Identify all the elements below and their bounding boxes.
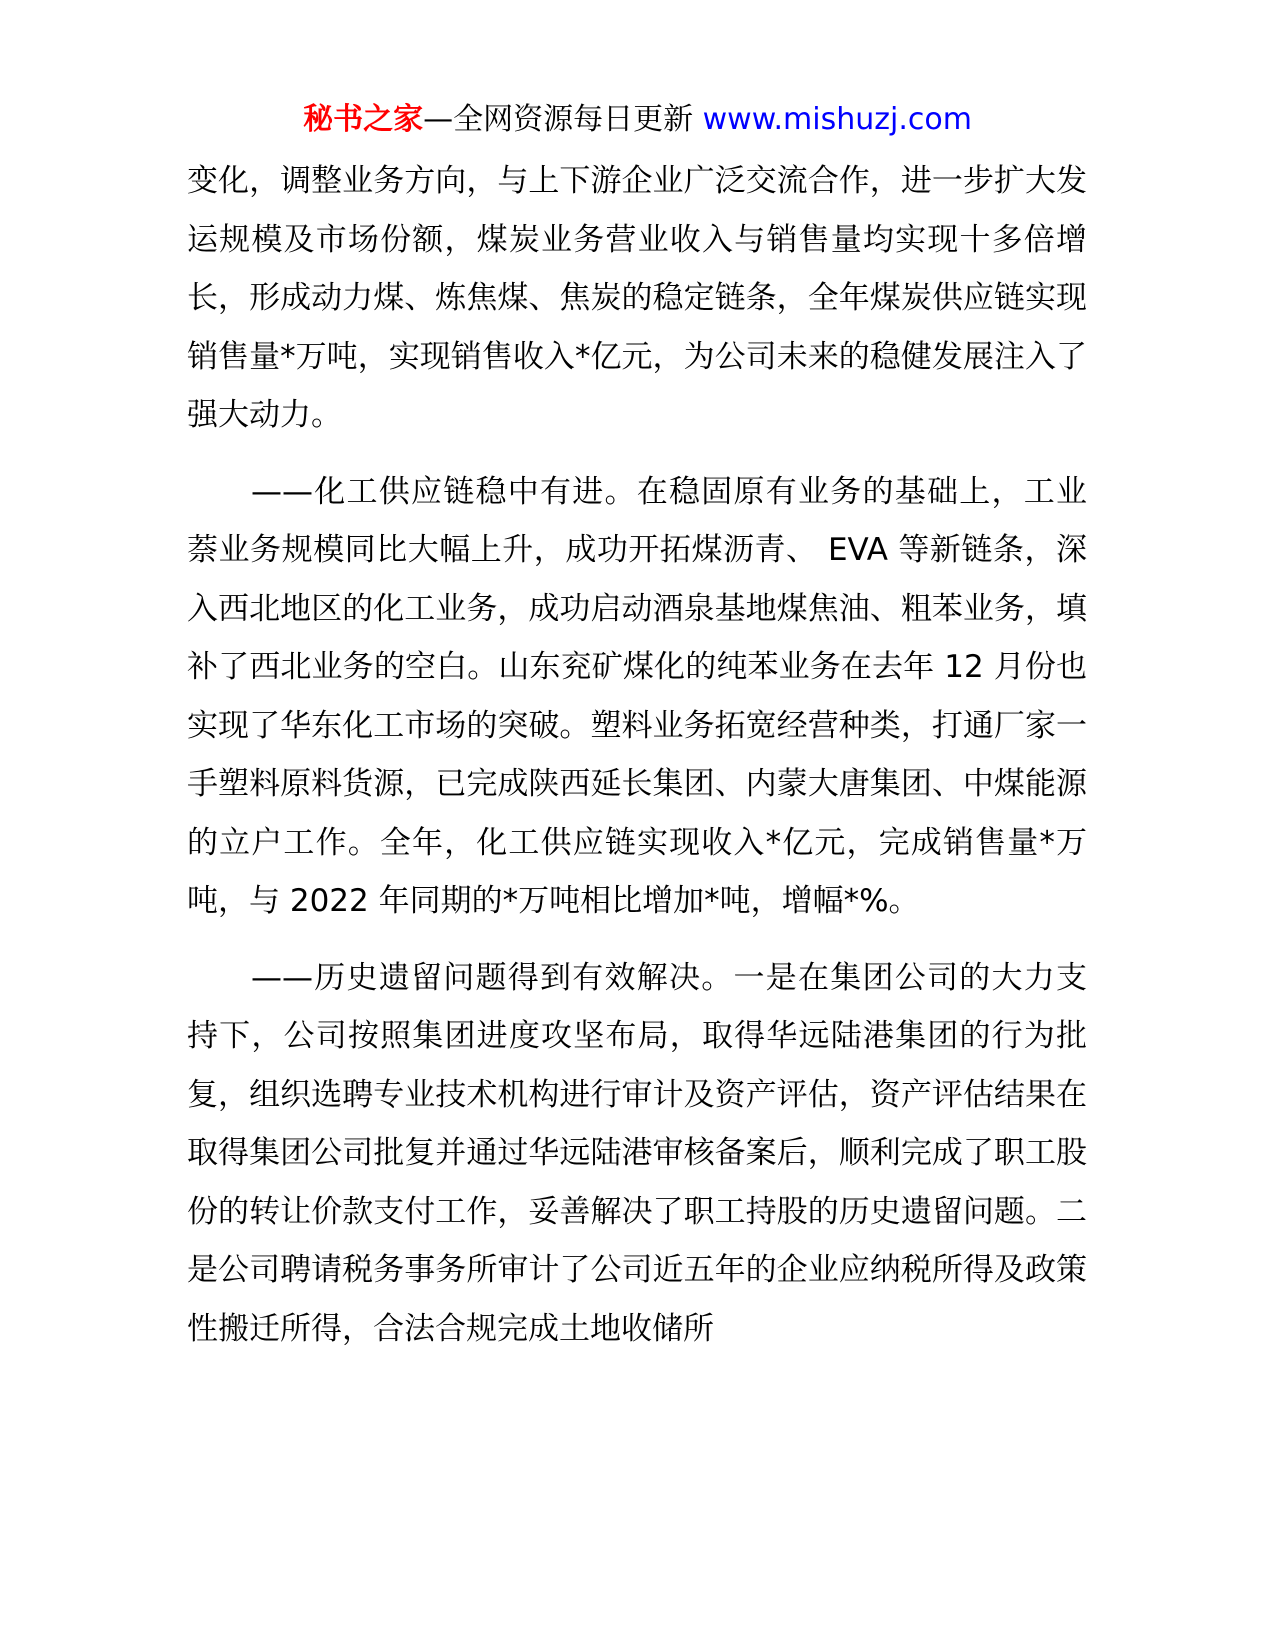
paragraph-legacy-issues: ——历史遗留问题得到有效解决。一是在集团公司的大力支持下，公司按照集团进度攻坚布局，取得华远陆港集团的行为批复，组织选聘专业技术机构进行审计及资产评估，资产评估结果在取得集团公司批复并通过华远陆港审核备案后，顺利完成了职工股份的转让价款支付工作，妥善解决了职工持股的历史遗留问题。二是公司聘请税务事务所审计了公司近五年的企业应纳税所得及政策性搬迁所得，合法合规完成土地收储所	[187, 959, 1087, 1347]
site-url-link[interactable]: www.mishuzj.com	[702, 102, 972, 137]
paragraph-coal-supply-chain: 变化，调整业务方向，与上下游企业广泛交流合作，进一步扩大发运规模及市场份额，煤炭业务营业收入与销售量均实现十多倍增长，形成动力煤、炼焦煤、焦炭的稳定链条，全年煤炭供应链实现销售量*万吨，实现销售收入*亿元，为公司未来的稳健发展注入了强大动力。	[187, 163, 1087, 433]
watermark-header	[0, 98, 1275, 142]
paragraph-chemical-supply-chain: ——化工供应链稳中有进。在稳固原有业务的基础上，工业萘业务规模同比大幅上升，成功开拓煤沥青、 EVA 等新链条，深入西北地区的化工业务，成功启动酒泉基地煤焦油、粗苯业务，填补了西北业务的空白。山东兖矿煤化的纯苯业务在去年 12 月份也实现了华东化工市场的突破。塑料业务拓宽经营种类，打通厂家一手塑料原料货源，已完成陕西延长集团、内蒙大唐集团、中煤能源的立户工作。全年，化工供应链实现收入*亿元，完成销售量*万吨，与 2022 年同期的*万吨相比增加*吨，增幅*%。	[187, 473, 1087, 919]
document-body	[187, 152, 1087, 1358]
header-tagline: —全网资源每日更新	[423, 102, 694, 137]
brand-name: 秘书之家	[303, 102, 424, 137]
